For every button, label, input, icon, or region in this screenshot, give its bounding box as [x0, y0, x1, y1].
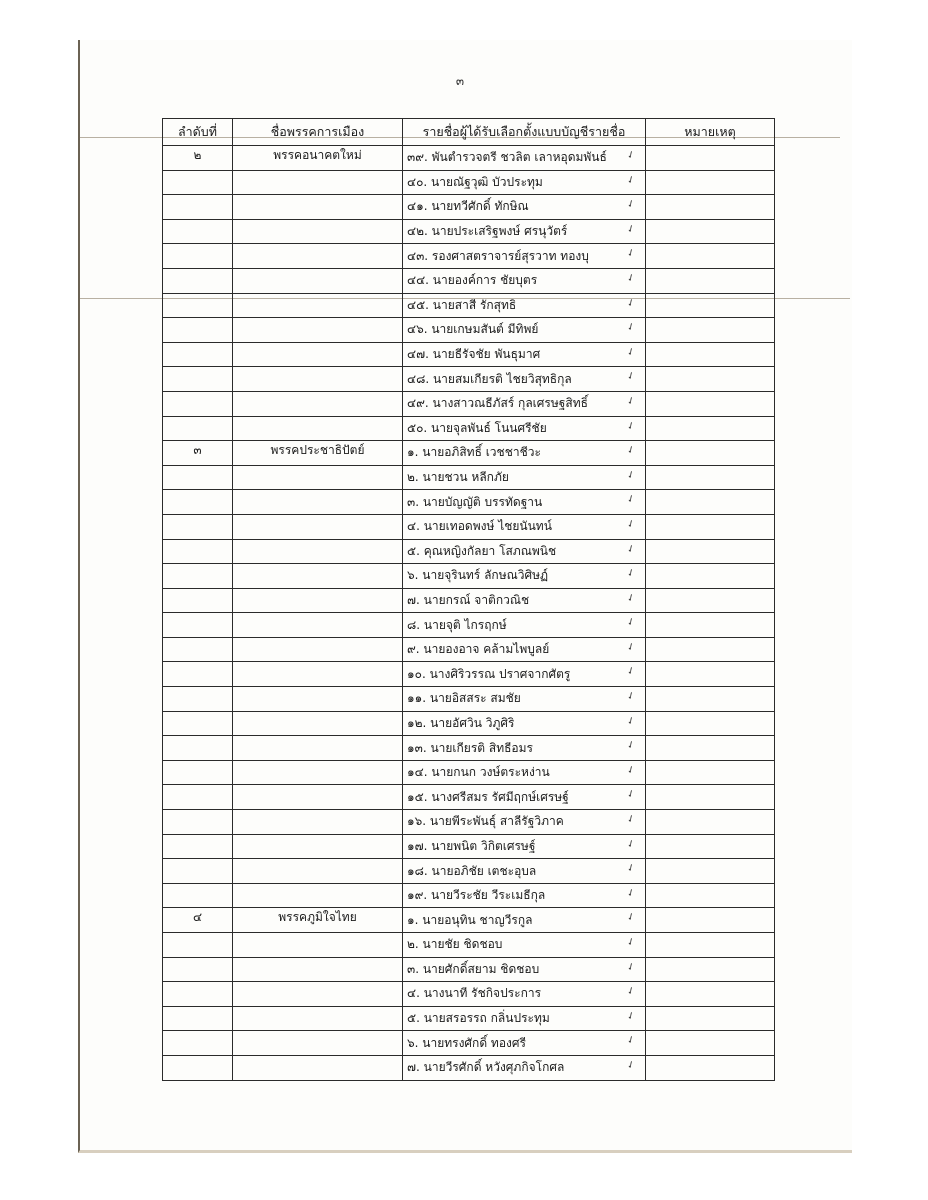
table-body	[163, 146, 775, 1081]
party-cell: พรรคอนาคตใหม่	[233, 146, 403, 171]
checkmark-icon: ✓	[624, 689, 637, 704]
table-row	[163, 933, 775, 958]
checkmark-icon: ✓	[624, 345, 637, 360]
candidate-cell	[403, 318, 646, 343]
remarks-cell	[646, 711, 775, 736]
table-row	[163, 465, 775, 490]
order-cell	[163, 834, 233, 859]
table-row	[163, 195, 775, 220]
candidate-name: ๒. นายชัย ชิดชอบ	[407, 937, 503, 952]
order-cell	[163, 465, 233, 490]
candidate-cell	[403, 588, 646, 613]
checkmark-icon: ✓	[624, 1009, 637, 1024]
party-cell	[233, 810, 403, 835]
remarks-cell	[646, 514, 775, 539]
remarks-cell	[646, 982, 775, 1007]
checkmark-icon: ✓	[624, 443, 637, 458]
party-cell	[233, 268, 403, 293]
remarks-cell	[646, 539, 775, 564]
table-row	[163, 982, 775, 1007]
order-cell	[163, 367, 233, 392]
table-row	[163, 514, 775, 539]
candidate-cell	[403, 170, 646, 195]
party-cell	[233, 957, 403, 982]
candidate-cell	[403, 367, 646, 392]
party-cell: พรรคภูมิใจไทย	[233, 908, 403, 933]
candidate-name: ๔๕. นายสาสี รักสุทธิ	[407, 297, 517, 312]
remarks-cell	[646, 342, 775, 367]
remarks-cell	[646, 219, 775, 244]
remarks-cell	[646, 293, 775, 318]
checkmark-icon: ✓	[624, 616, 637, 630]
table-row	[163, 367, 775, 392]
table-row	[163, 957, 775, 982]
candidate-name: ๗. นายกรณ์ จาติกวณิช	[407, 592, 530, 607]
candidate-name: ๖. นายทรงศักดิ์ ทองศรี	[407, 1035, 526, 1050]
order-cell	[163, 883, 233, 908]
remarks-cell	[646, 908, 775, 933]
table-row	[163, 760, 775, 785]
party-cell	[233, 465, 403, 490]
candidate-name: ๔๘. นายสมเกียรติ ไชยวิสุทธิกุล	[407, 371, 572, 386]
table-row	[163, 711, 775, 736]
checkmark-icon: ✓	[624, 911, 637, 925]
table-row	[163, 785, 775, 810]
party-cell	[233, 367, 403, 392]
candidate-cell	[403, 982, 646, 1007]
order-cell	[163, 933, 233, 958]
remarks-cell	[646, 760, 775, 785]
party-cell	[233, 318, 403, 343]
candidate-name: ๑๔. นายกนก วงษ์ตระหง่าน	[407, 765, 550, 780]
table-row	[163, 146, 775, 171]
candidate-name: ๑๓. นายเกียรติ สิทธีอมร	[407, 740, 533, 755]
candidate-name: ๑๕. นางศรีสมร รัศมีฤกษ์เศรษฐ์	[407, 789, 569, 804]
order-cell	[163, 539, 233, 564]
candidate-cell	[403, 1055, 646, 1080]
order-cell	[163, 662, 233, 687]
candidate-cell	[403, 957, 646, 982]
candidate-cell	[403, 244, 646, 269]
candidate-name: ๘. นายจุติ ไกรฤกษ์	[407, 617, 507, 632]
remarks-cell	[646, 883, 775, 908]
table-row	[163, 687, 775, 712]
header-candidates: รายชื่อผู้ได้รับเลือกตั้งแบบบัญชีรายชื่อ	[403, 119, 646, 146]
remarks-cell	[646, 834, 775, 859]
table-row	[163, 662, 775, 687]
order-cell	[163, 195, 233, 220]
party-cell	[233, 588, 403, 613]
candidate-cell	[403, 564, 646, 589]
order-cell	[163, 982, 233, 1007]
candidate-cell	[403, 391, 646, 416]
candidate-name: ๑๘. นายอภิชัย เตชะอุบล	[407, 863, 537, 878]
candidate-name: ๔๐. นายณัฐวุฒิ บัวประทุม	[407, 174, 543, 189]
candidate-name: ๗. นายวีรศักดิ์ หวังศุภกิจโกศล	[407, 1060, 565, 1075]
candidate-cell	[403, 711, 646, 736]
party-cell	[233, 613, 403, 638]
party-cell	[233, 1055, 403, 1080]
order-cell: ๓	[163, 441, 233, 466]
order-cell	[163, 170, 233, 195]
candidate-cell	[403, 859, 646, 884]
remarks-cell	[646, 170, 775, 195]
remarks-cell	[646, 564, 775, 589]
table-row	[163, 810, 775, 835]
candidate-cell	[403, 760, 646, 785]
table-row	[163, 1055, 775, 1080]
table-row	[163, 342, 775, 367]
checkmark-icon: ✓	[624, 148, 637, 163]
candidate-name: ๔๒. นายประเสริฐพงษ์ ศรนุวัตร์	[407, 224, 568, 239]
candidate-cell	[403, 146, 646, 171]
candidate-name: ๑๑. นายอิสสระ สมชัย	[407, 691, 521, 706]
candidate-name: ๖. นายจุรินทร์ ลักษณวิศิษฏ์	[407, 568, 549, 583]
candidate-name: ๓. นายศักดิ์สยาม ชิดชอบ	[407, 961, 540, 976]
party-cell	[233, 170, 403, 195]
checkmark-icon: ✓	[624, 935, 637, 950]
party-cell	[233, 219, 403, 244]
candidate-name: ๑๗. นายพนิต วิกิตเศรษฐ์	[407, 838, 536, 853]
table-row	[163, 1031, 775, 1056]
header-party: ชื่อพรรคการเมือง	[233, 119, 403, 146]
party-cell	[233, 736, 403, 761]
candidate-name: ๔๔. นายองค์การ ชัยบุตร	[407, 273, 538, 288]
party-cell	[233, 933, 403, 958]
candidate-cell	[403, 268, 646, 293]
checkmark-icon: ✓	[624, 222, 637, 237]
table-row	[163, 318, 775, 343]
table-row	[163, 1006, 775, 1031]
candidate-cell	[403, 342, 646, 367]
remarks-cell	[646, 416, 775, 441]
table-row	[163, 170, 775, 195]
party-cell	[233, 195, 403, 220]
order-cell	[163, 859, 233, 884]
order-cell	[163, 957, 233, 982]
checkmark-icon: ✓	[624, 542, 637, 556]
checkmark-icon: ✓	[624, 738, 637, 753]
candidate-name: ๒. นายชวน หลีกภัย	[407, 470, 509, 485]
order-cell	[163, 736, 233, 761]
remarks-cell	[646, 490, 775, 515]
remarks-cell	[646, 1006, 775, 1031]
candidate-cell	[403, 195, 646, 220]
remarks-cell	[646, 146, 775, 171]
checkmark-icon: ✓	[624, 468, 637, 482]
checkmark-icon: ✓	[624, 763, 637, 778]
order-cell	[163, 219, 233, 244]
checkmark-icon: ✓	[624, 320, 637, 335]
order-cell	[163, 1006, 233, 1031]
candidate-cell	[403, 637, 646, 662]
order-cell	[163, 760, 233, 785]
party-cell	[233, 711, 403, 736]
table-row	[163, 908, 775, 933]
order-cell	[163, 293, 233, 318]
remarks-cell	[646, 662, 775, 687]
party-cell	[233, 416, 403, 441]
party-cell	[233, 687, 403, 712]
remarks-cell	[646, 785, 775, 810]
party-cell	[233, 490, 403, 515]
checkmark-icon: ✓	[624, 640, 637, 655]
remarks-cell	[646, 195, 775, 220]
candidate-cell	[403, 736, 646, 761]
party-cell	[233, 1031, 403, 1056]
candidate-name: ๔๓. รองศาสตราจารย์สุรวาท ทองบุ	[407, 248, 589, 263]
party-cell	[233, 514, 403, 539]
remarks-cell	[646, 244, 775, 269]
candidate-cell	[403, 687, 646, 712]
candidate-cell	[403, 293, 646, 318]
party-cell	[233, 982, 403, 1007]
candidate-cell	[403, 441, 646, 466]
remarks-cell	[646, 687, 775, 712]
table-row	[163, 883, 775, 908]
checkmark-icon: ✓	[624, 271, 637, 286]
checkmark-icon: ✓	[624, 173, 637, 187]
candidate-name: ๑๖. นายพีระพันธุ์ สาลีรัฐวิภาค	[407, 814, 564, 829]
candidate-name: ๔. นายเทอดพงษ์ ไชยนันทน์	[407, 519, 552, 534]
candidate-cell	[403, 883, 646, 908]
checkmark-icon: ✓	[624, 714, 637, 728]
table-row	[163, 613, 775, 638]
remarks-cell	[646, 613, 775, 638]
candidate-name: ๔. นางนาที รัชกิจประการ	[407, 986, 542, 1001]
party-cell	[233, 244, 403, 269]
checkmark-icon: ✓	[624, 197, 637, 212]
order-cell	[163, 687, 233, 712]
candidate-name: ๑๐. นางศิริวรรณ ปราศจากศัตรู	[407, 666, 571, 681]
remarks-cell	[646, 318, 775, 343]
candidate-name: ๕๐. นายจุลพันธ์ โนนศรีชัย	[407, 420, 547, 435]
candidate-cell	[403, 1006, 646, 1031]
order-cell	[163, 810, 233, 835]
remarks-cell	[646, 588, 775, 613]
party-cell	[233, 293, 403, 318]
remarks-cell	[646, 367, 775, 392]
order-cell	[163, 416, 233, 441]
table-row	[163, 588, 775, 613]
checkmark-icon: ✓	[624, 419, 637, 433]
candidate-table	[162, 118, 775, 1081]
order-cell	[163, 564, 233, 589]
order-cell	[163, 318, 233, 343]
checkmark-icon: ✓	[624, 812, 637, 827]
candidate-name: ๔๗. นายธีรัจชัย พันธุมาศ	[407, 347, 541, 362]
party-cell	[233, 662, 403, 687]
candidate-cell	[403, 810, 646, 835]
table-row	[163, 416, 775, 441]
remarks-cell	[646, 1031, 775, 1056]
checkmark-icon: ✓	[624, 591, 637, 605]
party-cell	[233, 391, 403, 416]
checkmark-icon: ✓	[624, 788, 637, 802]
remarks-cell	[646, 810, 775, 835]
remarks-cell	[646, 268, 775, 293]
table-row	[163, 834, 775, 859]
party-cell: พรรคประชาธิปัตย์	[233, 441, 403, 466]
checkmark-icon: ✓	[624, 960, 637, 974]
checkmark-icon: ✓	[624, 984, 637, 999]
candidate-cell	[403, 662, 646, 687]
candidate-name: ๑๒. นายอัศวิน วิภูศิริ	[407, 715, 515, 730]
checkmark-icon: ✓	[624, 493, 637, 507]
party-cell	[233, 342, 403, 367]
table-row	[163, 391, 775, 416]
checkmark-icon: ✓	[624, 837, 637, 851]
checkmark-icon: ✓	[624, 1034, 637, 1048]
header-remarks: หมายเหตุ	[646, 119, 775, 146]
order-cell: ๔	[163, 908, 233, 933]
candidate-cell	[403, 1031, 646, 1056]
candidate-cell	[403, 514, 646, 539]
remarks-cell	[646, 957, 775, 982]
checkmark-icon: ✓	[624, 886, 637, 901]
candidate-name: ๓๙. พันตำรวจตรี ชวลิต เลาหอุดมพันธ์	[407, 150, 607, 165]
checkmark-icon: ✓	[624, 517, 637, 532]
order-cell	[163, 588, 233, 613]
remarks-cell	[646, 465, 775, 490]
remarks-cell	[646, 637, 775, 662]
candidate-cell	[403, 465, 646, 490]
checkmark-icon: ✓	[624, 370, 637, 384]
candidate-name: ๔๖. นายเกษมสันต์ มีทิพย์	[407, 322, 539, 337]
order-cell	[163, 711, 233, 736]
candidate-cell	[403, 785, 646, 810]
party-cell	[233, 539, 403, 564]
order-cell	[163, 490, 233, 515]
order-cell	[163, 613, 233, 638]
order-cell	[163, 244, 233, 269]
table-row	[163, 490, 775, 515]
order-cell: ๒	[163, 146, 233, 171]
checkmark-icon: ✓	[624, 1058, 637, 1073]
candidate-cell	[403, 933, 646, 958]
order-cell	[163, 342, 233, 367]
candidate-name: ๔๙. นางสาวณธีภัสร์ กุลเศรษฐสิทธิ์	[407, 396, 588, 411]
candidate-cell	[403, 490, 646, 515]
page-number: ๓	[455, 74, 465, 88]
header-order: ลำดับที่	[163, 119, 233, 146]
order-cell	[163, 637, 233, 662]
candidate-cell	[403, 908, 646, 933]
table-row	[163, 219, 775, 244]
party-cell	[233, 834, 403, 859]
candidate-cell	[403, 416, 646, 441]
party-cell	[233, 564, 403, 589]
remarks-cell	[646, 933, 775, 958]
order-cell	[163, 1055, 233, 1080]
candidate-name: ๕. คุณหญิงกัลยา โสภณพนิช	[407, 543, 557, 558]
table-row	[163, 564, 775, 589]
candidate-name: ๙. นายองอาจ คล้ามไพบูลย์	[407, 642, 550, 657]
checkmark-icon: ✓	[624, 566, 637, 581]
party-cell	[233, 1006, 403, 1031]
table-row	[163, 293, 775, 318]
table-header-row	[163, 119, 775, 146]
candidate-name: ๓. นายบัญญัติ บรรทัดฐาน	[407, 494, 543, 509]
checkmark-icon: ✓	[624, 296, 637, 310]
order-cell	[163, 514, 233, 539]
table-row	[163, 441, 775, 466]
checkmark-icon: ✓	[624, 665, 637, 679]
candidate-cell	[403, 834, 646, 859]
table-row	[163, 736, 775, 761]
table-row	[163, 244, 775, 269]
remarks-cell	[646, 1055, 775, 1080]
table-row	[163, 859, 775, 884]
candidate-name: ๔๑. นายทวีศักดิ์ ทักษิณ	[407, 199, 529, 214]
party-cell	[233, 883, 403, 908]
candidate-cell	[403, 539, 646, 564]
party-cell	[233, 760, 403, 785]
order-cell	[163, 1031, 233, 1056]
remarks-cell	[646, 736, 775, 761]
order-cell	[163, 785, 233, 810]
table-row	[163, 268, 775, 293]
checkmark-icon: ✓	[624, 861, 637, 876]
candidate-name: ๑๙. นายวีระชัย วีระเมธีกุล	[407, 888, 546, 903]
candidate-cell	[403, 219, 646, 244]
remarks-cell	[646, 441, 775, 466]
order-cell	[163, 268, 233, 293]
candidate-name: ๑. นายอภิสิทธิ์ เวชชาชีวะ	[407, 445, 541, 460]
remarks-cell	[646, 391, 775, 416]
table-row	[163, 539, 775, 564]
order-cell	[163, 391, 233, 416]
party-cell	[233, 785, 403, 810]
remarks-cell	[646, 859, 775, 884]
candidate-name: ๑. นายอนุทิน ชาญวีรกูล	[407, 912, 533, 927]
candidate-name: ๕. นายสรอรรถ กลิ่นประทุม	[407, 1011, 550, 1026]
table-row	[163, 637, 775, 662]
checkmark-icon: ✓	[624, 247, 637, 261]
party-cell	[233, 859, 403, 884]
party-cell	[233, 637, 403, 662]
checkmark-icon: ✓	[624, 394, 637, 409]
candidate-cell	[403, 613, 646, 638]
